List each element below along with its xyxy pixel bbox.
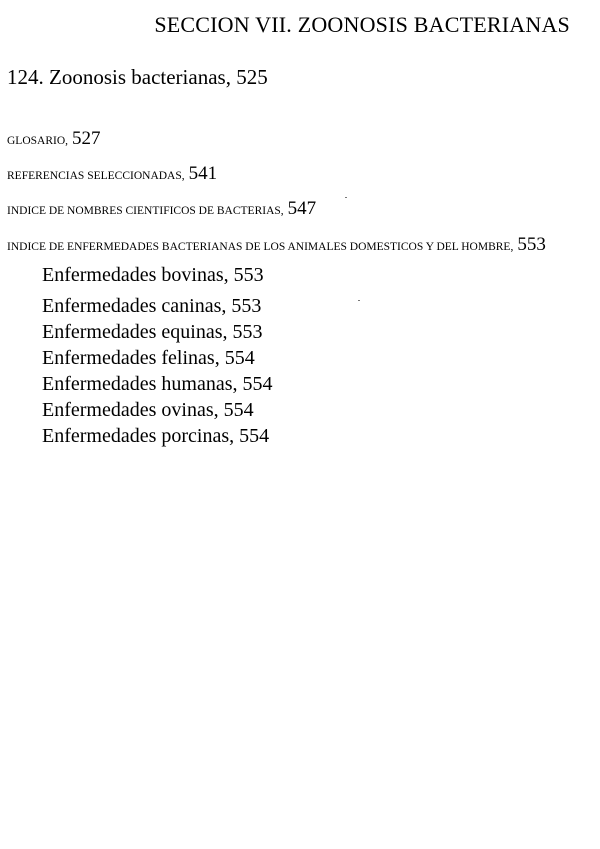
toc-entry-page: 547 (287, 198, 317, 219)
toc-entry-indice-enfermedades (7, 234, 546, 256)
subentry-ovinas: Enfermedades ovinas, 554 (42, 399, 254, 421)
toc-entry-label: INDICE DE NOMBRES CIENTIFICOS DE BACTERIAS, (7, 205, 284, 217)
toc-entry-referencias (7, 163, 217, 185)
toc-entry-glosario (7, 128, 101, 150)
toc-entry-page: 553 (517, 234, 546, 255)
toc-entry-label: INDICE DE ENFERMEDADES BACTERIANAS DE LOS ANIMALES DOMESTICOS Y DEL HOMBRE, (7, 241, 514, 253)
subentry-bovinas: Enfermedades bovinas, 553 (42, 264, 264, 286)
scan-speck (358, 300, 360, 301)
subentry-humanas: Enfermedades humanas, 554 (42, 373, 273, 395)
subentry-equinas: Enfermedades equinas, 553 (42, 321, 263, 343)
subentry-porcinas: Enfermedades porcinas, 554 (42, 425, 270, 447)
toc-entry-label: GLOSARIO, (7, 135, 69, 147)
section-title: SECCION VII. ZOONOSIS BACTERIANAS (154, 12, 570, 37)
toc-entry-indice-nombres (7, 198, 316, 220)
subentry-caninas: Enfermedades caninas, 553 (42, 295, 262, 317)
chapter-entry: 124. Zoonosis bacterianas, 525 (7, 65, 268, 89)
toc-entry-page: 541 (188, 163, 218, 184)
toc-entry-label: REFERENCIAS SELECCIONADAS, (7, 170, 185, 182)
subentry-felinas: Enfermedades felinas, 554 (42, 347, 255, 369)
scan-speck (345, 197, 347, 198)
toc-entry-page: 527 (72, 128, 101, 149)
